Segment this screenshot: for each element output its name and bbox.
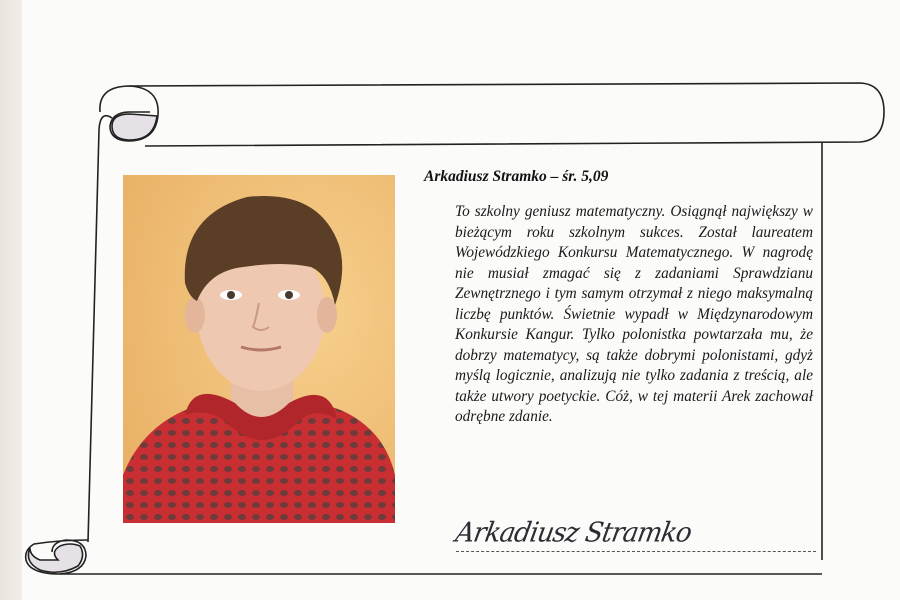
scroll-left-border	[88, 116, 112, 542]
signature-line	[456, 551, 816, 552]
student-description: To szkolny geniusz matematyczny. Osiągnął największy w bieżącym roku szkolnym sukces. Został laureatem Wojewódzkiego Konkursu Matematycznego. W nagrodę nie musiał zmagać się z zadaniami Sprawdzianu Zewnętrznego i tym samym otrzymał z niego maksymalną liczbę punktów. Świetnie wypadł w Międzynarodowym Konkursie Kangur. Tylko polonistka powtarzała mu, że dobrzy matematycy, są także dobrymi polonistami, gdyż myślą logicznie, analizują nie tylko zadania z treścią, ale także utwory poetyckie. Cóż, w tej materii Arek zachował odrębne zdanie.	[455, 203, 813, 425]
scroll-curl-bottom-left	[26, 540, 88, 574]
student-heading: Arkadiusz Stramko – śr. 5,09	[424, 168, 609, 185]
scroll-curl-top-left	[100, 86, 158, 141]
student-photo	[123, 175, 395, 523]
scroll-top-band	[130, 83, 884, 146]
signature-area	[453, 516, 816, 556]
handwritten-signature: Arkadiusz Stramko	[453, 517, 694, 549]
